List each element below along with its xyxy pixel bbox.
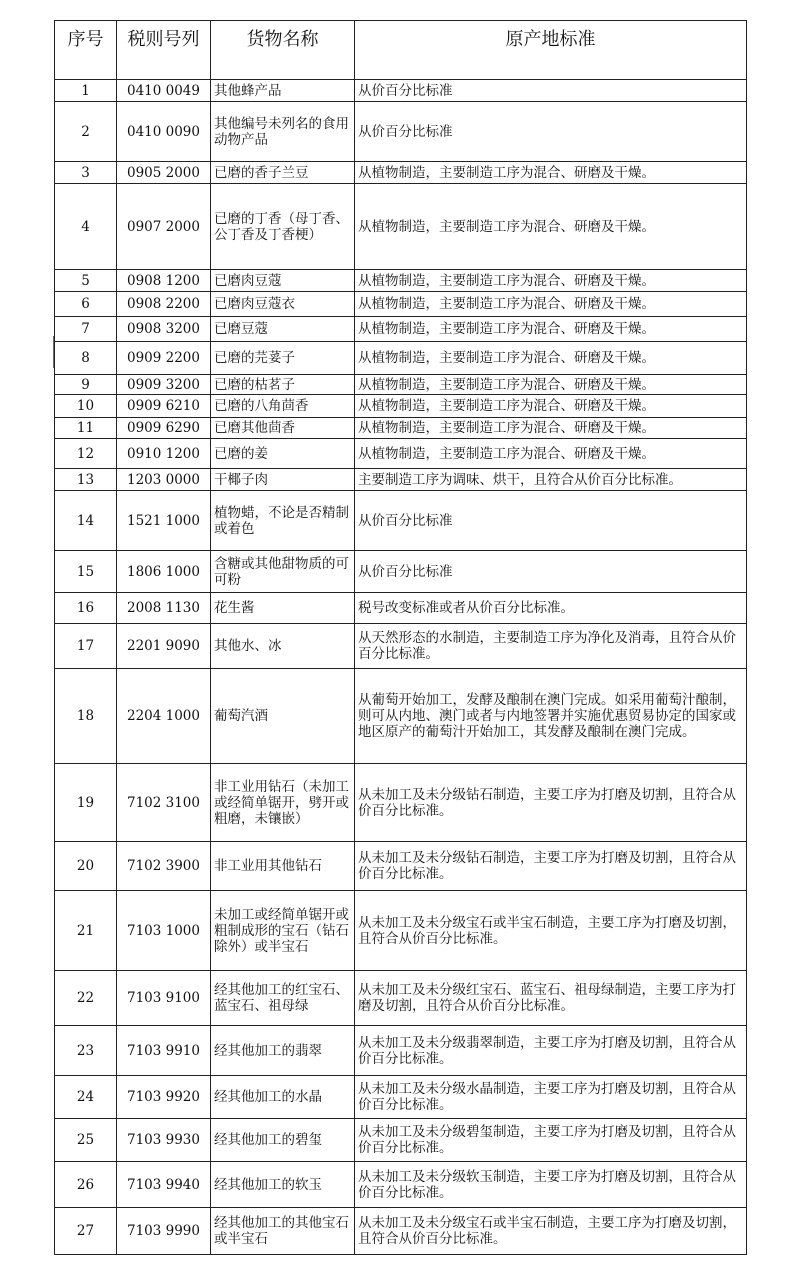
cell-goods-name: 花生酱	[211, 593, 355, 624]
cell-tariff-code: 0909 6290	[117, 418, 211, 439]
table-row	[55, 102, 747, 162]
cell-origin-rule: 从植物制造，主要制造工序为混合、研磨及干燥。	[355, 418, 747, 439]
cell-tariff-code: 0909 3200	[117, 375, 211, 395]
cell-tariff-code: 0907 2000	[117, 184, 211, 270]
cell-seq: 12	[55, 439, 117, 469]
table-row	[55, 551, 747, 593]
cell-tariff-code: 7103 9990	[117, 1208, 211, 1255]
table-row	[55, 80, 747, 102]
cell-seq: 21	[55, 891, 117, 971]
table-row	[55, 669, 747, 764]
cell-seq: 18	[55, 669, 117, 764]
cell-tariff-code: 7103 9930	[117, 1119, 211, 1162]
cell-seq: 5	[55, 270, 117, 292]
cell-origin-rule: 从未加工及未分级碧玺制造，主要工序为打磨及切割，且符合从价百分比标准。	[355, 1119, 747, 1162]
cell-tariff-code: 0410 0090	[117, 102, 211, 162]
cell-tariff-code: 0909 2200	[117, 342, 211, 375]
cell-seq: 23	[55, 1026, 117, 1076]
cell-origin-rule: 从价百分比标准	[355, 102, 747, 162]
table-row	[55, 764, 747, 842]
table-row	[55, 1026, 747, 1076]
cell-seq: 26	[55, 1162, 117, 1208]
header-name: 货物名称	[211, 21, 355, 80]
cell-goods-name: 已磨其他茴香	[211, 418, 355, 439]
cell-goods-name: 已磨的枯茗子	[211, 375, 355, 395]
cell-goods-name: 已磨的姜	[211, 439, 355, 469]
cell-tariff-code: 7103 9920	[117, 1076, 211, 1119]
cell-goods-name: 经其他加工的碧玺	[211, 1119, 355, 1162]
cell-origin-rule: 从未加工及未分级软玉制造，主要工序为打磨及切割，且符合从价百分比标准。	[355, 1162, 747, 1208]
cell-seq: 13	[55, 469, 117, 491]
cell-origin-rule: 从植物制造，主要制造工序为混合、研磨及干燥。	[355, 395, 747, 418]
cell-goods-name: 未加工或经简单锯开或粗制成形的宝石（钻石除外）或半宝石	[211, 891, 355, 971]
cell-seq: 24	[55, 1076, 117, 1119]
cell-goods-name: 干椰子肉	[211, 469, 355, 491]
table-row	[55, 292, 747, 317]
table-row	[55, 624, 747, 669]
table-row	[55, 1119, 747, 1162]
cell-seq: 11	[55, 418, 117, 439]
cell-origin-rule: 从葡萄开始加工，发酵及酿制在澳门完成。如采用葡萄汁酿制，则可从内地、澳门或者与内地签署并实施优惠贸易协定的国家或地区原产的葡萄汁开始加工，其发酵及酿制在澳门完成。	[355, 669, 747, 764]
cell-tariff-code: 0909 6210	[117, 395, 211, 418]
table-row	[55, 184, 747, 270]
cell-tariff-code: 7103 9940	[117, 1162, 211, 1208]
cell-seq: 6	[55, 292, 117, 317]
header-seq: 序号	[55, 21, 117, 80]
cell-goods-name: 其他编号未列名的食用动物产品	[211, 102, 355, 162]
cell-tariff-code: 0410 0049	[117, 80, 211, 102]
table-body	[55, 80, 747, 1255]
cell-goods-name: 已磨肉豆蔻衣	[211, 292, 355, 317]
cell-origin-rule: 从未加工及未分级红宝石、蓝宝石、祖母绿制造，主要工序为打磨及切割，且符合从价百分比标准。	[355, 971, 747, 1026]
cell-goods-name: 植物蜡，不论是否精制或着色	[211, 491, 355, 551]
cell-seq: 10	[55, 395, 117, 418]
cell-goods-name: 已磨的芫荽子	[211, 342, 355, 375]
cell-goods-name: 经其他加工的水晶	[211, 1076, 355, 1119]
cell-origin-rule: 从未加工及未分级水晶制造，主要工序为打磨及切割，且符合从价百分比标准。	[355, 1076, 747, 1119]
cell-tariff-code: 0908 3200	[117, 317, 211, 342]
table-row	[55, 162, 747, 184]
cell-origin-rule: 从价百分比标准	[355, 80, 747, 102]
table-row	[55, 375, 747, 395]
cell-tariff-code: 2008 1130	[117, 593, 211, 624]
cell-origin-rule: 从植物制造，主要制造工序为混合、研磨及干燥。	[355, 342, 747, 375]
cell-tariff-code: 7103 9100	[117, 971, 211, 1026]
cell-seq: 19	[55, 764, 117, 842]
cell-origin-rule: 从未加工及未分级钻石制造，主要工序为打磨及切割，且符合从价百分比标准。	[355, 764, 747, 842]
cell-seq: 27	[55, 1208, 117, 1255]
cell-origin-rule: 从植物制造，主要制造工序为混合、研磨及干燥。	[355, 292, 747, 317]
table-header	[55, 21, 747, 80]
table-row	[55, 270, 747, 292]
cell-tariff-code: 0905 2000	[117, 162, 211, 184]
cell-tariff-code: 1521 1000	[117, 491, 211, 551]
table-row	[55, 418, 747, 439]
cell-origin-rule: 从天然形态的水制造，主要制造工序为净化及消毒，且符合从价百分比标准。	[355, 624, 747, 669]
cell-tariff-code: 0908 2200	[117, 292, 211, 317]
cell-seq: 8	[55, 342, 117, 375]
cell-origin-rule: 从未加工及未分级翡翠制造，主要工序为打磨及切割，且符合从价百分比标准。	[355, 1026, 747, 1076]
cell-origin-rule: 从植物制造，主要制造工序为混合、研磨及干燥。	[355, 375, 747, 395]
cell-seq: 9	[55, 375, 117, 395]
cell-seq: 2	[55, 102, 117, 162]
cell-tariff-code: 7103 9910	[117, 1026, 211, 1076]
cell-origin-rule: 从价百分比标准	[355, 491, 747, 551]
cell-seq: 16	[55, 593, 117, 624]
cell-goods-name: 已磨肉豆蔻	[211, 270, 355, 292]
cell-tariff-code: 7102 3100	[117, 764, 211, 842]
cell-tariff-code: 7103 1000	[117, 891, 211, 971]
cell-seq: 1	[55, 80, 117, 102]
cell-origin-rule: 从植物制造，主要制造工序为混合、研磨及干燥。	[355, 184, 747, 270]
cell-seq: 3	[55, 162, 117, 184]
cell-seq: 14	[55, 491, 117, 551]
table-row	[55, 1162, 747, 1208]
cell-origin-rule: 从价百分比标准	[355, 551, 747, 593]
cell-goods-name: 其他水、冰	[211, 624, 355, 669]
cell-goods-name: 经其他加工的翡翠	[211, 1026, 355, 1076]
cell-origin-rule: 从未加工及未分级钻石制造，主要工序为打磨及切割，且符合从价百分比标准。	[355, 842, 747, 891]
cell-origin-rule: 主要制造工序为调味、烘干，且符合从价百分比标准。	[355, 469, 747, 491]
cell-seq: 15	[55, 551, 117, 593]
table-row	[55, 317, 747, 342]
cell-goods-name: 经其他加工的红宝石、蓝宝石、祖母绿	[211, 971, 355, 1026]
table-row	[55, 491, 747, 551]
cell-origin-rule: 从植物制造，主要制造工序为混合、研磨及干燥。	[355, 439, 747, 469]
origin-rules-table	[54, 20, 747, 1255]
cell-goods-name: 已磨的香子兰豆	[211, 162, 355, 184]
cell-origin-rule: 从未加工及未分级宝石或半宝石制造，主要工序为打磨及切割，且符合从价百分比标准。	[355, 891, 747, 971]
cell-origin-rule: 从植物制造，主要制造工序为混合、研磨及干燥。	[355, 317, 747, 342]
cell-tariff-code: 2204 1000	[117, 669, 211, 764]
cell-goods-name: 非工业用其他钻石	[211, 842, 355, 891]
cell-goods-name: 其他蜂产品	[211, 80, 355, 102]
table-row	[55, 342, 747, 375]
table-row	[55, 971, 747, 1026]
cell-tariff-code: 0908 1200	[117, 270, 211, 292]
cell-goods-name: 已磨的丁香（母丁香、公丁香及丁香梗）	[211, 184, 355, 270]
header-row	[55, 21, 747, 80]
table-row	[55, 1076, 747, 1119]
cell-seq: 25	[55, 1119, 117, 1162]
table-row	[55, 593, 747, 624]
cell-goods-name: 非工业用钻石（未加工或经简单锯开，劈开或粗磨，未镶嵌）	[211, 764, 355, 842]
cell-tariff-code: 7102 3900	[117, 842, 211, 891]
cell-tariff-code: 1806 1000	[117, 551, 211, 593]
cell-seq: 17	[55, 624, 117, 669]
table-row	[55, 842, 747, 891]
table-row	[55, 439, 747, 469]
table-row	[55, 469, 747, 491]
cell-tariff-code: 2201 9090	[117, 624, 211, 669]
table-row	[55, 395, 747, 418]
table-row	[55, 1208, 747, 1255]
header-code: 税则号列	[117, 21, 211, 80]
cell-tariff-code: 0910 1200	[117, 439, 211, 469]
cell-goods-name: 经其他加工的软玉	[211, 1162, 355, 1208]
cell-goods-name: 已磨豆蔻	[211, 317, 355, 342]
cell-origin-rule: 从植物制造，主要制造工序为混合、研磨及干燥。	[355, 162, 747, 184]
table-row	[55, 891, 747, 971]
cell-origin-rule: 从未加工及未分级宝石或半宝石制造，主要工序为打磨及切割，且符合从价百分比标准。	[355, 1208, 747, 1255]
cell-seq: 4	[55, 184, 117, 270]
cell-origin-rule: 从植物制造，主要制造工序为混合、研磨及干燥。	[355, 270, 747, 292]
header-rule: 原产地标准	[355, 21, 747, 80]
cell-origin-rule: 税号改变标准或者从价百分比标准。	[355, 593, 747, 624]
cell-tariff-code: 1203 0000	[117, 469, 211, 491]
cell-seq: 7	[55, 317, 117, 342]
cell-goods-name: 经其他加工的其他宝石或半宝石	[211, 1208, 355, 1255]
cell-seq: 20	[55, 842, 117, 891]
cell-goods-name: 含糖或其他甜物质的可可粉	[211, 551, 355, 593]
cell-goods-name: 葡萄汽酒	[211, 669, 355, 764]
cell-goods-name: 已磨的八角茴香	[211, 395, 355, 418]
cell-seq: 22	[55, 971, 117, 1026]
